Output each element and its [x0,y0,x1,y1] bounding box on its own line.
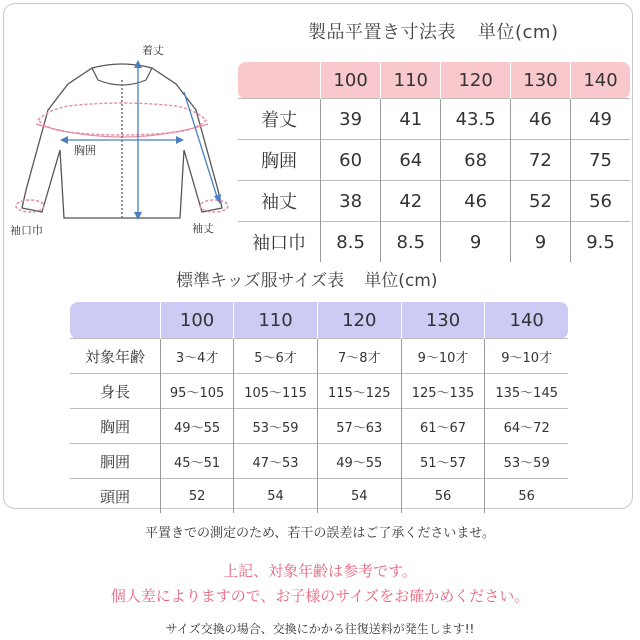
table-cell: 43.5 [441,99,510,140]
table-cell: 49 [571,99,630,140]
table-row [238,181,630,222]
table-cell: 3〜4才 [161,339,234,374]
table-cell: 9 [510,222,570,263]
table-row [70,339,568,374]
table-cell: 38 [321,181,381,222]
table-cell: 61〜67 [401,409,485,444]
table-cell: 9〜10才 [485,339,568,374]
table-cell: 64 [381,140,441,181]
table-row [238,140,630,181]
table-row [70,409,568,444]
size-header: 110 [381,62,441,99]
row-label: 身長 [70,374,161,409]
kids-size-unit: 単位(cm) [364,271,438,291]
table-cell: 56 [401,479,485,514]
table-cell: 9 [441,222,510,263]
product-size-unit: 単位(cm) [478,22,559,43]
table-cell: 9.5 [571,222,630,263]
table-cell: 56 [485,479,568,514]
row-label: 頭囲 [70,479,161,514]
note-measurement-error: 平置きでの測定のため、若干の誤差はご了承くださいませ。 [144,526,496,541]
size-header: 120 [441,62,510,99]
table-cell: 7〜8才 [317,339,401,374]
table-cell: 39 [321,99,381,140]
product-size-table [238,62,630,262]
table-cell: 105〜115 [234,374,318,409]
kids-size-table [70,302,568,513]
table-cell: 49〜55 [317,444,401,479]
table-cell: 115〜125 [317,374,401,409]
note-individual-difference: 個人差によりますので、お子様のサイズをお確かめください。 [110,587,530,605]
table-cell: 64〜72 [485,409,568,444]
table-cell: 42 [381,181,441,222]
product-size-header-row [238,62,630,99]
label-sleeve: 袖丈 [192,222,214,235]
table-cell: 56 [571,181,630,222]
table-cell: 52 [161,479,234,514]
table-cell: 5〜6才 [234,339,318,374]
kids-size-header-row [70,302,568,339]
row-label: 袖丈 [238,181,321,222]
table-cell: 49〜55 [161,409,234,444]
table-cell: 54 [234,479,318,514]
kids-size-title: 標準キッズ服サイズ表 単位(cm) [176,271,438,291]
table-row [70,444,568,479]
size-header: 100 [161,302,234,339]
table-cell: 8.5 [321,222,381,263]
table-cell: 51〜57 [401,444,485,479]
row-label: 胸囲 [238,140,321,181]
table-cell: 72 [510,140,570,181]
row-label: 着丈 [238,99,321,140]
table-cell: 52 [510,181,570,222]
size-header: 140 [485,302,568,339]
table-cell: 53〜59 [485,444,568,479]
table-cell: 53〜59 [234,409,318,444]
size-header: 140 [571,62,630,99]
table-cell: 135〜145 [485,374,568,409]
table-cell: 60 [321,140,381,181]
table-cell: 45〜51 [161,444,234,479]
label-chest: 胸囲 [74,144,96,157]
table-cell: 75 [571,140,630,181]
table-cell: 47〜53 [234,444,318,479]
table-cell: 41 [381,99,441,140]
table-cell: 125〜135 [401,374,485,409]
table-row [70,374,568,409]
jacket-illustration [8,40,236,250]
table-cell: 57〜63 [317,409,401,444]
note-exchange-shipping: サイズ交換の場合、交換にかかる往復送料が発生します!! [165,622,475,636]
table-cell: 54 [317,479,401,514]
table-cell: 95〜105 [161,374,234,409]
table-row [238,222,630,263]
size-header: 120 [317,302,401,339]
row-label: 袖口巾 [238,222,321,263]
table-row [238,99,630,140]
table-cell: 46 [441,181,510,222]
size-header: 130 [401,302,485,339]
row-label: 胸囲 [70,409,161,444]
label-cuff: 袖口巾 [10,224,43,237]
size-header: 100 [321,62,381,99]
table-cell: 8.5 [381,222,441,263]
size-header: 110 [234,302,318,339]
note-age-reference: 上記、対象年齢は参考です。 [223,562,417,580]
row-label: 胴囲 [70,444,161,479]
row-label: 対象年齢 [70,339,161,374]
table-cell: 46 [510,99,570,140]
label-length: 着丈 [142,44,164,57]
table-cell: 9〜10才 [401,339,485,374]
size-header: 130 [510,62,570,99]
table-row [70,479,568,514]
table-cell: 68 [441,140,510,181]
product-size-title: 製品平置き寸法表 単位(cm) [308,22,559,43]
